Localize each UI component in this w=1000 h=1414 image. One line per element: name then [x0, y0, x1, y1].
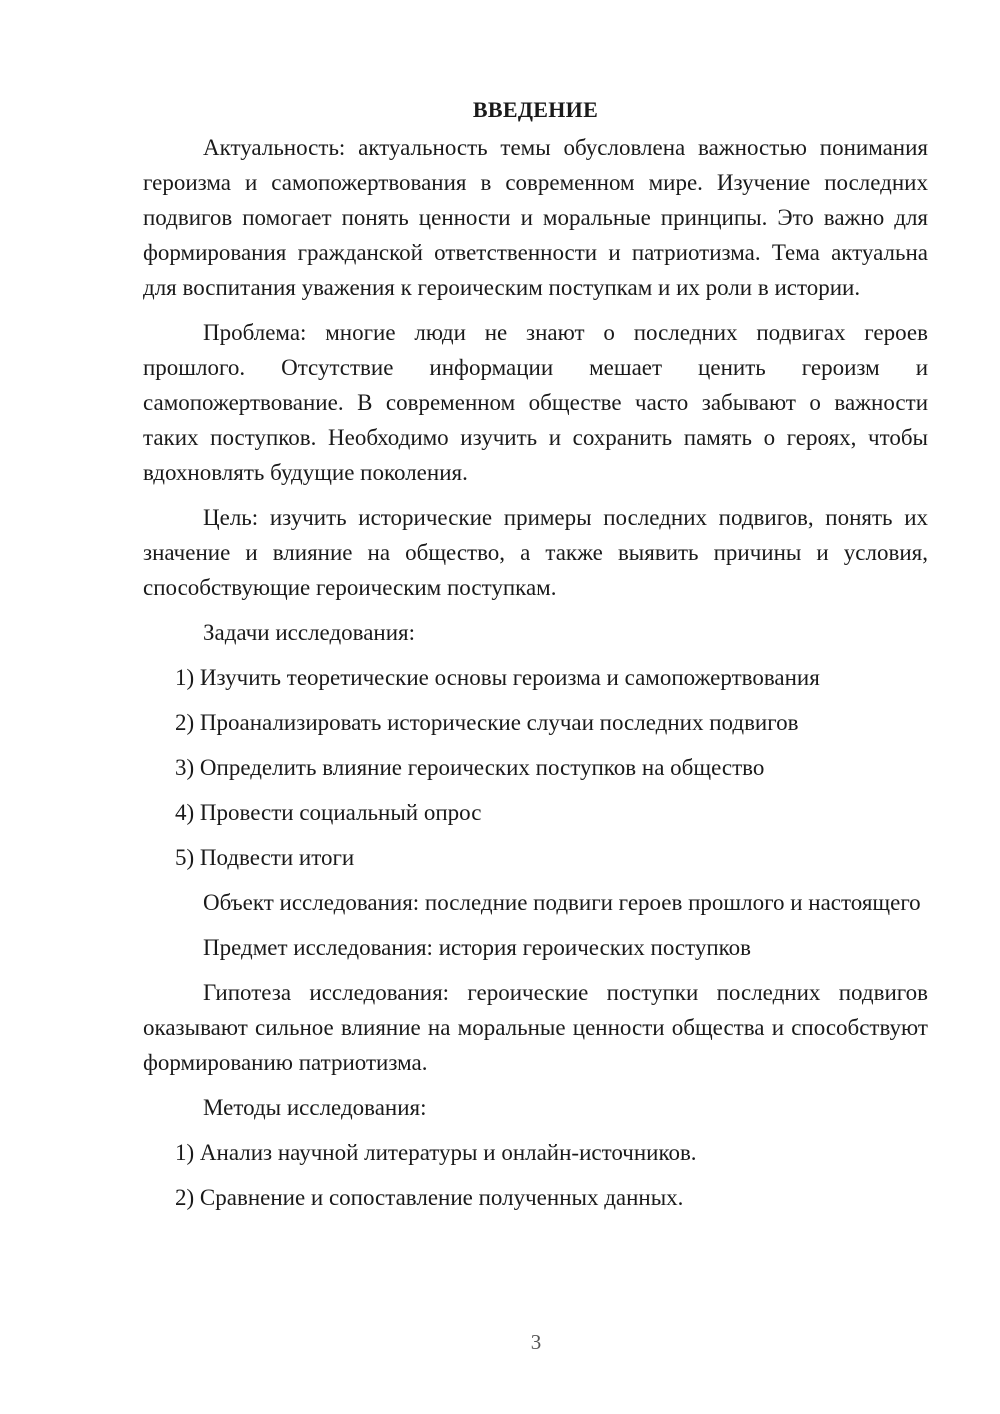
hypothesis-paragraph: Гипотеза исследования: героические поступки последних подвигов оказывают сильное влияние на моральные ценности общества и способствуют формированию патриотизма. — [143, 980, 928, 1075]
goal-paragraph: Цель: изучить исторические примеры последних подвигов, понять их значение и влияние на общество, а также выявить причины и условия, способствующие героическим поступкам. — [143, 505, 928, 600]
task-item: 2) Проанализировать исторические случаи последних подвигов — [175, 710, 799, 735]
task-item: 1) Изучить теоретические основы героизма и самопожертвования — [175, 665, 820, 690]
task-item: 4) Провести социальный опрос — [175, 800, 482, 825]
task-item: 3) Определить влияние героических поступков на общество — [175, 755, 765, 780]
document-body — [143, 92, 928, 1225]
method-item: 1) Анализ научной литературы и онлайн-источников. — [175, 1140, 697, 1165]
page-title: ВВЕДЕНИЕ — [472, 97, 599, 122]
problem-paragraph: Проблема: многие люди не знают о последних подвигах героев прошлого. Отсутствие информации мешает ценить героизм и самопожертвование. В современном обществе часто забывают о важности таких поступков. Необходимо изучить и сохранить память о героях, чтобы вдохновлять будущие поколения. — [143, 320, 928, 485]
page-number: 3 — [530, 1330, 542, 1354]
relevance-paragraph: Актуальность: актуальность темы обусловлена важностью понимания героизма и самопожертвования в современном мире. Изучение последних подвигов помогает понять ценности и моральные принципы. Это важно для формирования гражданской ответственности и патриотизма. Тема актуальна для воспитания уважения к героическим поступкам и их роли в истории. — [143, 135, 928, 300]
tasks-heading: Задачи исследования: — [203, 620, 416, 645]
methods-heading: Методы исследования: — [203, 1095, 427, 1120]
task-item: 5) Подвести итоги — [175, 845, 355, 870]
object-paragraph: Объект исследования: последние подвиги героев прошлого и настоящего — [203, 890, 921, 915]
method-item: 2) Сравнение и сопоставление полученных данных. — [175, 1185, 684, 1210]
subject-paragraph: Предмет исследования: история героических поступков — [203, 935, 752, 960]
